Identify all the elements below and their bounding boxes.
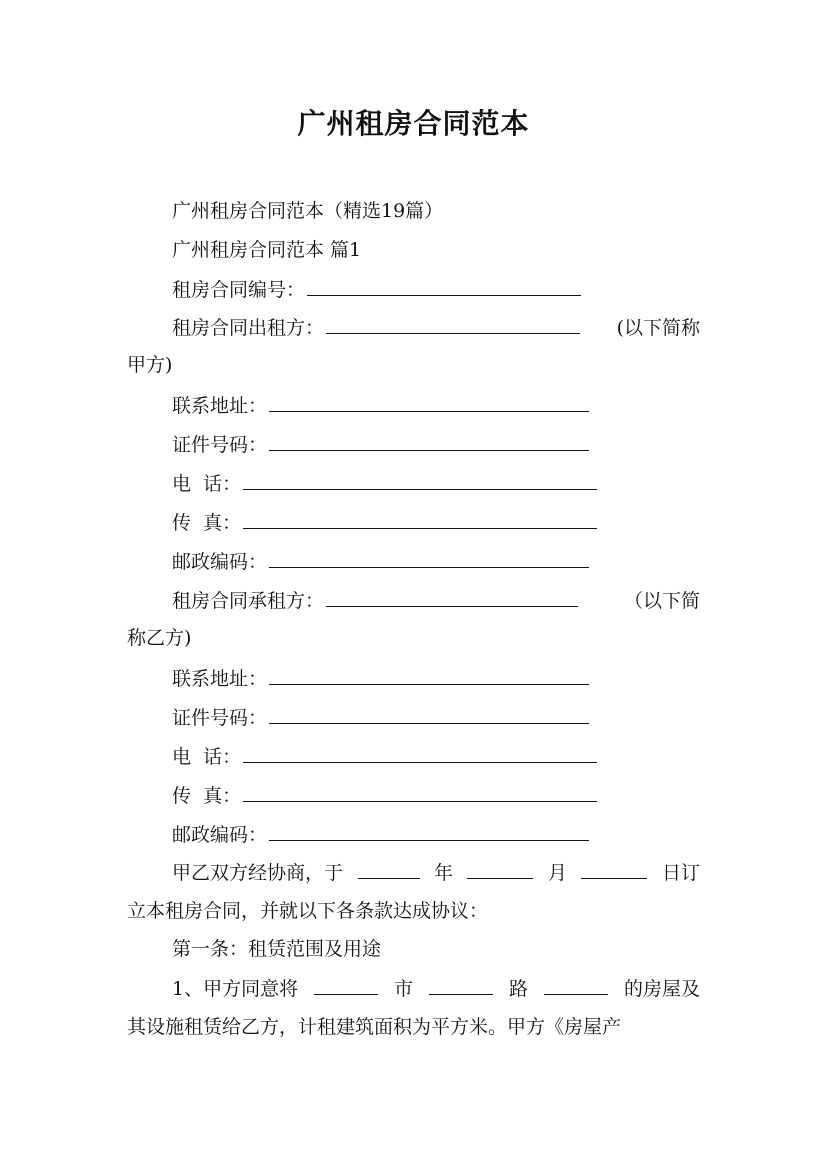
lessee-id-blank [269,705,589,724]
article1-p1-road: 路 [508,978,528,1000]
lessee-cont: 称乙方) [127,627,192,649]
lessor-id-blank [269,432,589,451]
day-blank [581,860,647,879]
lessor-phone-line [172,471,599,496]
lessee-line [172,588,700,613]
lessor-address-blank [269,393,589,412]
lessee-phone-blank [243,744,597,763]
article1-p1-line [172,976,700,1001]
lessor-line [172,315,700,340]
lessee-postcode-label: 邮政编码： [172,824,268,846]
lessor-blank [326,315,580,334]
article1-p1-city: 市 [394,978,414,1000]
article1-p1-cont: 其设施租赁给乙方，计租建筑面积为平方米。甲方《房屋产 [127,1016,622,1038]
agreement-year: 年 [433,862,453,884]
lessor-id-line [172,432,591,457]
lessor-phone-blank [243,471,597,490]
lessee-fax-line [172,783,599,808]
lessor-cont: 甲方) [127,354,173,376]
contract-no-blank [307,277,581,296]
lessee-id-label: 证件号码： [172,707,268,729]
lessor-fax-label: 传 真： [172,512,242,534]
lessor-address-label: 联系地址： [172,395,268,417]
lessor-postcode-line [172,549,591,574]
agreement-part1: 甲乙双方经协商，于 [172,862,344,884]
road-blank [429,976,493,995]
lessee-address-label: 联系地址： [172,668,268,690]
lessor-address-line [172,393,591,418]
contract-no-line [172,277,583,302]
agreement-line [172,860,700,885]
lessee-phone-line [172,744,599,769]
article1-p1-a: 1、甲方同意将 [172,978,299,1000]
lessee-postcode-line [172,822,591,847]
year-blank [358,860,420,879]
contract-no-label: 租房合同编号： [172,279,306,301]
lessee-postcode-blank [269,822,589,841]
agreement-month: 月 [547,862,567,884]
lessee-suffix: （以下简 [623,590,700,612]
lessor-fax-line [172,510,599,535]
lessor-fax-blank [243,510,597,529]
city-blank [314,976,378,995]
lessee-blank [326,588,578,607]
lessee-address-blank [269,666,589,685]
agreement-cont: 立本租房合同，并就以下各条款达成协议： [127,900,489,922]
section-heading: 广州租房合同范本 篇1 [172,239,362,261]
lessee-id-line [172,705,591,730]
lessor-id-label: 证件号码： [172,434,268,456]
document-title: 广州租房合同范本 [297,107,530,140]
lessee-label: 租房合同承租方： [172,590,325,612]
lessor-phone-label: 电 话： [172,473,242,495]
article1-p1-b: 的房屋及 [623,978,700,1000]
document-subtitle: 广州租房合同范本（精选19篇） [172,200,444,222]
agreement-day: 日订 [661,862,700,884]
lessor-suffix: (以下简称 [616,317,700,339]
lessee-phone-label: 电 话： [172,746,242,768]
lessor-postcode-blank [269,549,589,568]
article1-heading: 第一条：租赁范围及用途 [172,938,382,960]
number-blank [544,976,608,995]
lessee-fax-blank [243,783,597,802]
month-blank [467,860,533,879]
lessee-fax-label: 传 真： [172,785,242,807]
lessor-postcode-label: 邮政编码： [172,551,268,573]
lessor-label: 租房合同出租方： [172,317,325,339]
lessee-address-line [172,666,591,691]
